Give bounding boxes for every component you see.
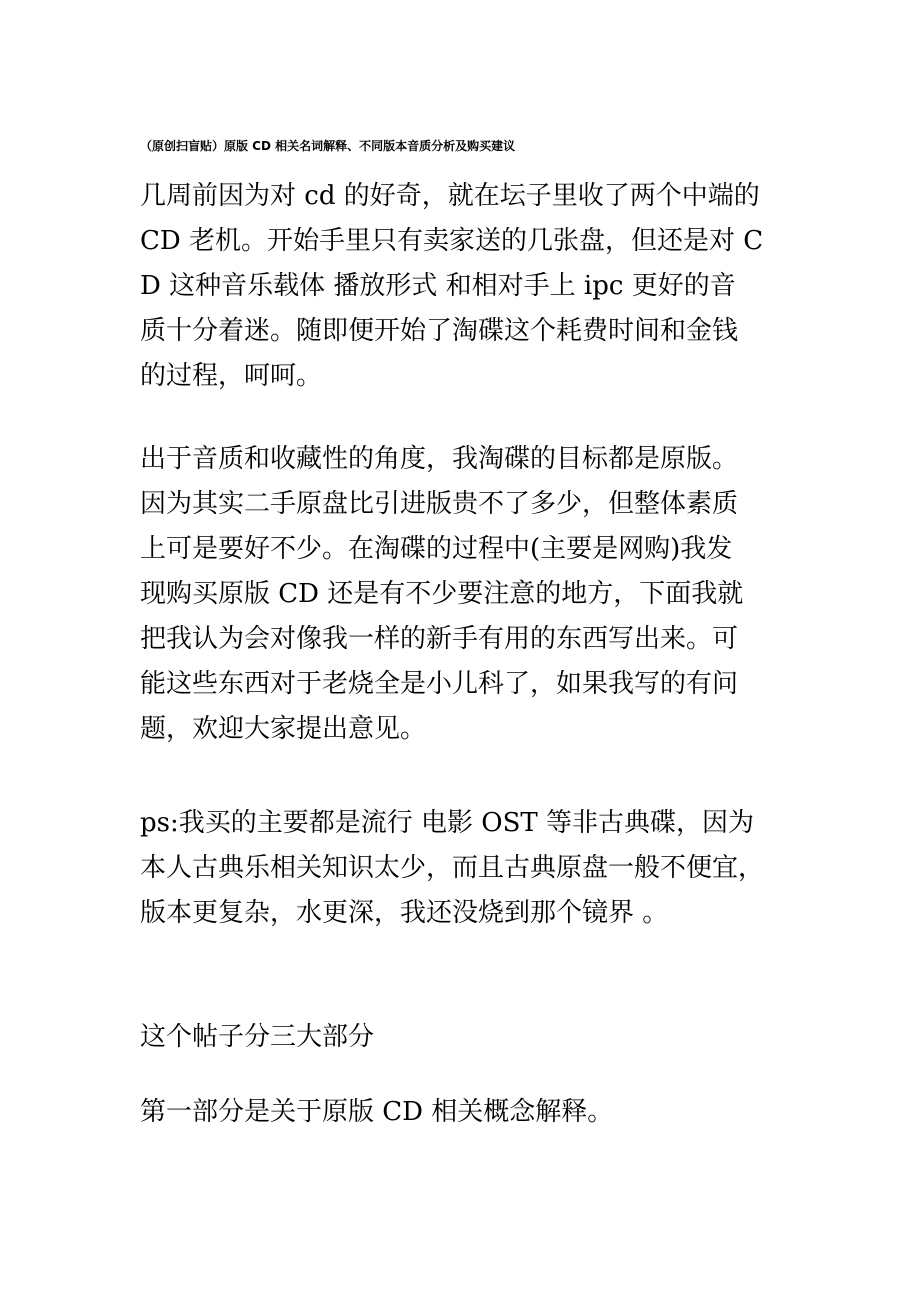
- paragraph-line: 质十分着迷。随即便开始了淘碟这个耗费时间和金钱: [140, 316, 739, 346]
- paragraph-line: 上可是要好不少。在淘碟的过程中(主要是网购)我发: [140, 534, 733, 564]
- document-title: （原创扫盲贴）原版 CD 相关名词解释、不同版本音质分析及购买建议: [140, 139, 516, 153]
- paragraph-line: D 这种音乐载体 播放形式 和相对手上 ipc 更好的音: [140, 271, 736, 301]
- paragraph-line: ps:我买的主要都是流行 电影 OST 等非古典碟，因为: [140, 808, 755, 838]
- paragraph-line: 第一部分是关于原版 CD 相关概念解释。: [140, 1097, 614, 1127]
- paragraph-line: 把我认为会对像我一样的新手有用的东西写出来。可: [140, 624, 739, 654]
- paragraph-line: 出于音质和收藏性的角度，我淘碟的目标都是原版。: [140, 444, 739, 474]
- paragraph-line: 的过程，呵呵。: [140, 361, 323, 391]
- paragraph-structure: [140, 1015, 785, 1060]
- paragraph-line: 能这些东西对于老烧全是小儿科了，如果我写的有问: [140, 669, 739, 699]
- paragraph-part-one: [140, 1090, 785, 1135]
- paragraph-line: 题，欢迎大家提出意见。: [140, 714, 427, 744]
- paragraph-ps-note: [140, 801, 785, 936]
- paragraph-line: 因为其实二手原盘比引进版贵不了多少，但整体素质: [140, 489, 739, 519]
- paragraph-line: 现购买原版 CD 还是有不少要注意的地方，下面我就: [140, 579, 744, 609]
- paragraph-line: 几周前因为对 cd 的好奇，就在坛子里收了两个中端的: [140, 181, 760, 211]
- paragraph-line: 本人古典乐相关知识太少，而且古典原盘一般不便宜，: [140, 853, 765, 883]
- paragraph-line: CD 老机。开始手里只有卖家送的几张盘，但还是对 C: [140, 226, 764, 256]
- paragraph-line: 这个帖子分三大部分: [140, 1022, 375, 1052]
- paragraph-intro: [140, 174, 785, 399]
- paragraph-motivation: [140, 437, 785, 752]
- paragraph-line: 版本更复杂，水更深，我还没烧到那个镜界 。: [140, 898, 669, 928]
